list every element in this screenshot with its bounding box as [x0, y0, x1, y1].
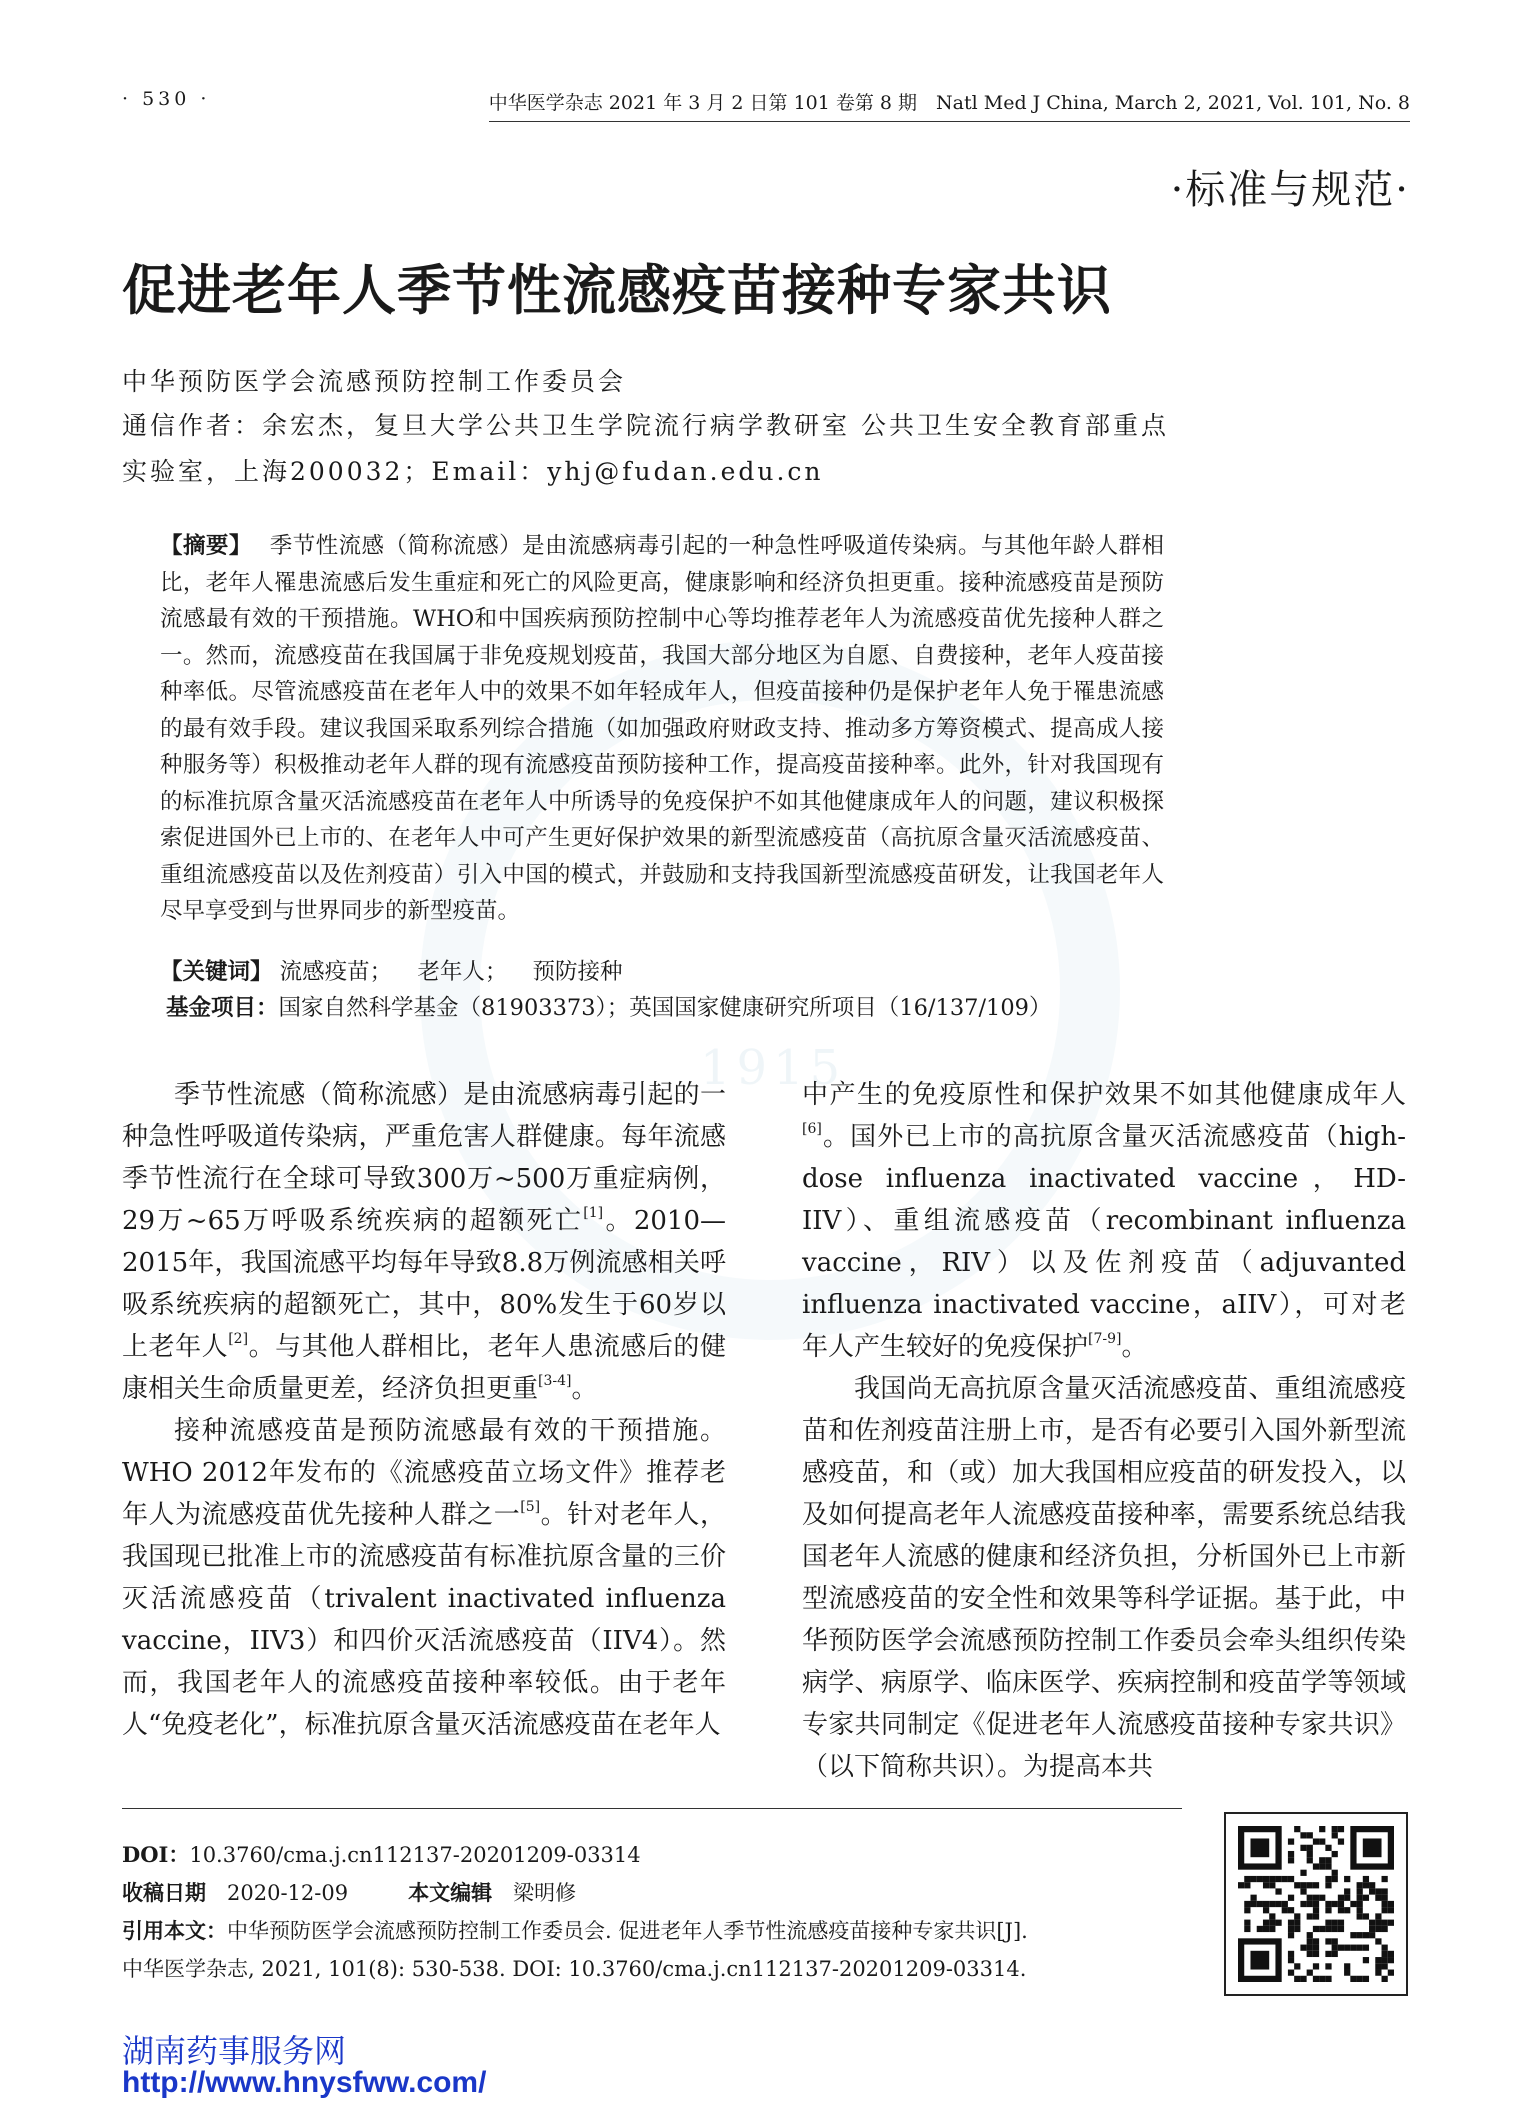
keyword-item: 老年人； [417, 959, 508, 985]
body-column-left [122, 1074, 726, 1746]
corresponding-address: 实验室，上海200032；Email：yhj@fudan.edu.cn [122, 457, 824, 486]
abstract-text: 季节性流感（简称流感）是由流感病毒引起的一种急性呼吸道传染病。与其他年龄人群相比，老年人罹患流感后发生重症和死亡的风险更高，健康影响和经济负担更重。接种流感疫苗是预防流感最有效的干预措施。WHO和中国疾病预防控制中心等均推荐老年人为流感疫苗优先接种人群之一。然而，流感疫苗在我国属于非免疫规划疫苗，我国大部分地区为自愿、自费接种，老年人疫苗接种率低。尽管流感疫苗在老年人中的效果不如年轻成年人，但疫苗接种仍是保护老年人免于罹患流感的最有效手段。建议我国采取系列综合措施（如加强政府财政支持、推动多方筹资模式、提高成人接种服务等）积极推动老年人群的现有流感疫苗预防接种工作，提高疫苗接种率。此外，针对我国现有的标准抗原含量灭活流感疫苗在老年人中所诱导的免疫保护不如其他健康成年人的问题，建议积极探索促进国外已上市的、在老年人中可产生更好保护效果的新型流感疫苗（高抗原含量灭活流感疫苗、重组流感疫苗以及佐剂疫苗）引入中国的模式，并鼓励和支持我国新型流感疫苗研发，让我国老年人尽早享受到与世界同步的新型疫苗。 [160, 533, 1164, 924]
watermark-year: 1915 [700, 1040, 847, 1096]
doi-line: DOI：10.3760/cma.j.cn112137-20201209-03314 [122, 1842, 641, 1867]
article-title: 促进老年人季节性流感疫苗接种专家共识 [122, 258, 1112, 322]
abstract-label: 【摘要】 [160, 533, 252, 559]
citation-ref[interactable]: [3-4] [538, 1373, 572, 1389]
page-number: · 530 · [122, 88, 211, 110]
body-paragraph: 我国尚无高抗原含量灭活流感疫苗、重组流感疫苗和佐剂疫苗注册上市，是否有必要引入国外新型流感疫苗，和（或）加大我国相应疫苗的研发投入，以及如何提高老年人流感疫苗接种率，需要系统总结我国老年人流感的健康和经济负担，分析国外已上市新型流感疫苗的安全性和效果等科学证据。基于此，中华预防医学会流感预防控制工作委员会牵头组织传染病学、病原学、临床医学、疾病控制和疫苗学等领域专家共同制定《促进老年人流感疫苗接种专家共识》（以下简称共识）。为提高本共 [802, 1374, 1406, 1782]
citation-ref[interactable]: [6] [802, 1121, 822, 1137]
qr-code-pattern [1238, 1826, 1394, 1982]
citation-line-2: 中华医学杂志, 2021, 101(8): 530-538. DOI: 10.3760/cma.j.cn112137-20201209-03314. [122, 1957, 1027, 1981]
running-header [122, 88, 1410, 124]
footnotes [122, 1836, 1202, 1988]
body-paragraph: 接种流感疫苗是预防流感最有效的干预措施。WHO 2012年发布的《流感疫苗立场文件》推荐老年人为流感疫苗优先接种人群之一[5]。针对老年人，我国现已批准上市的流感疫苗有标准抗原含量的三价灭活流感疫苗（trivalent inactivated influenza vaccine，IIV3）和四价灭活流感疫苗（IIV4）。然而，我国老年人的流感疫苗接种率较低。由于老年人“免疫老化”，标准抗原含量灭活流感疫苗在老年人 [122, 1416, 726, 1740]
qr-code-icon[interactable] [1224, 1812, 1408, 1996]
keywords-label: 【关键词】 [160, 959, 273, 985]
body-paragraph: 季节性流感（简称流感）是由流感病毒引起的一种急性呼吸道传染病，严重危害人群健康。每年流感季节性流行在全球可导致300万~500万重症病例，29万~65万呼吸系统疾病的超额死亡[1]。2010—2015年，我国流感平均每年导致8.8万例流感相关呼吸系统疾病的超额死亡，其中，80%发生于60岁以上老年人[2]。与其他人群相比，老年人患流感后的健康相关生命质量更差，经济负担更重[3-4]。 [122, 1080, 726, 1404]
keyword-item: 预防接种 [532, 959, 623, 985]
abstract [160, 528, 1164, 930]
corresponding-author: 通信作者：余宏杰，复旦大学公共卫生学院流行病学教研室 公共卫生安全教育部重点 [122, 411, 1169, 440]
doi-link[interactable]: 10.3760/cma.j.cn112137-20201209-03314 [189, 1843, 641, 1867]
citation-ref[interactable]: [1] [583, 1205, 604, 1221]
section-label: ·标准与规范· [1170, 167, 1410, 213]
journal-citation-line: 中华医学杂志 2021 年 3 月 2 日第 101 卷第 8 期 Natl Med J China, March 2, 2021, Vol. 101, No. 8 [489, 88, 1410, 122]
source-site-name[interactable]: 湖南药事服务网 [122, 2032, 347, 2070]
funding-label: 基金项目： [166, 995, 279, 1021]
citation-ref[interactable]: [5] [520, 1499, 541, 1515]
body-paragraph: 中产生的免疫原性和保护效果不如其他健康成年人[6]。国外已上市的高抗原含量灭活流感疫苗（high-dose influenza inactivated vaccine，HD-IIV）、重组流感疫苗（recombinant influenza vaccine，RIV）以及佐剂疫苗（adjuvanted influenza inactivated vaccine，aIIV），可对老年人产生较好的免疫保护[7-9]。 [802, 1080, 1406, 1362]
citation-ref[interactable]: [7-9] [1088, 1331, 1122, 1347]
source-site-url[interactable]: http://www.hnysfww.com/ [122, 2066, 487, 2099]
citation-ref[interactable]: [2] [228, 1331, 249, 1347]
keywords [160, 954, 641, 986]
body-column-right [802, 1074, 1406, 1788]
citation-line: 引用本文：中华预防医学会流感预防控制工作委员会. 促进老年人季节性流感疫苗接种专家共识[J]. [122, 1918, 1028, 1943]
funding-text: 国家自然科学基金（81903373）；英国国家健康研究所项目（16/137/109） [278, 995, 1052, 1021]
author-group: 中华预防医学会流感预防控制工作委员会 [122, 367, 627, 396]
funding [166, 990, 1051, 1022]
footnote-divider [122, 1808, 1182, 1809]
keyword-item: 流感疫苗； [279, 959, 393, 985]
received-line: 收稿日期 2020-12-09 本文编辑 梁明修 [122, 1880, 577, 1905]
